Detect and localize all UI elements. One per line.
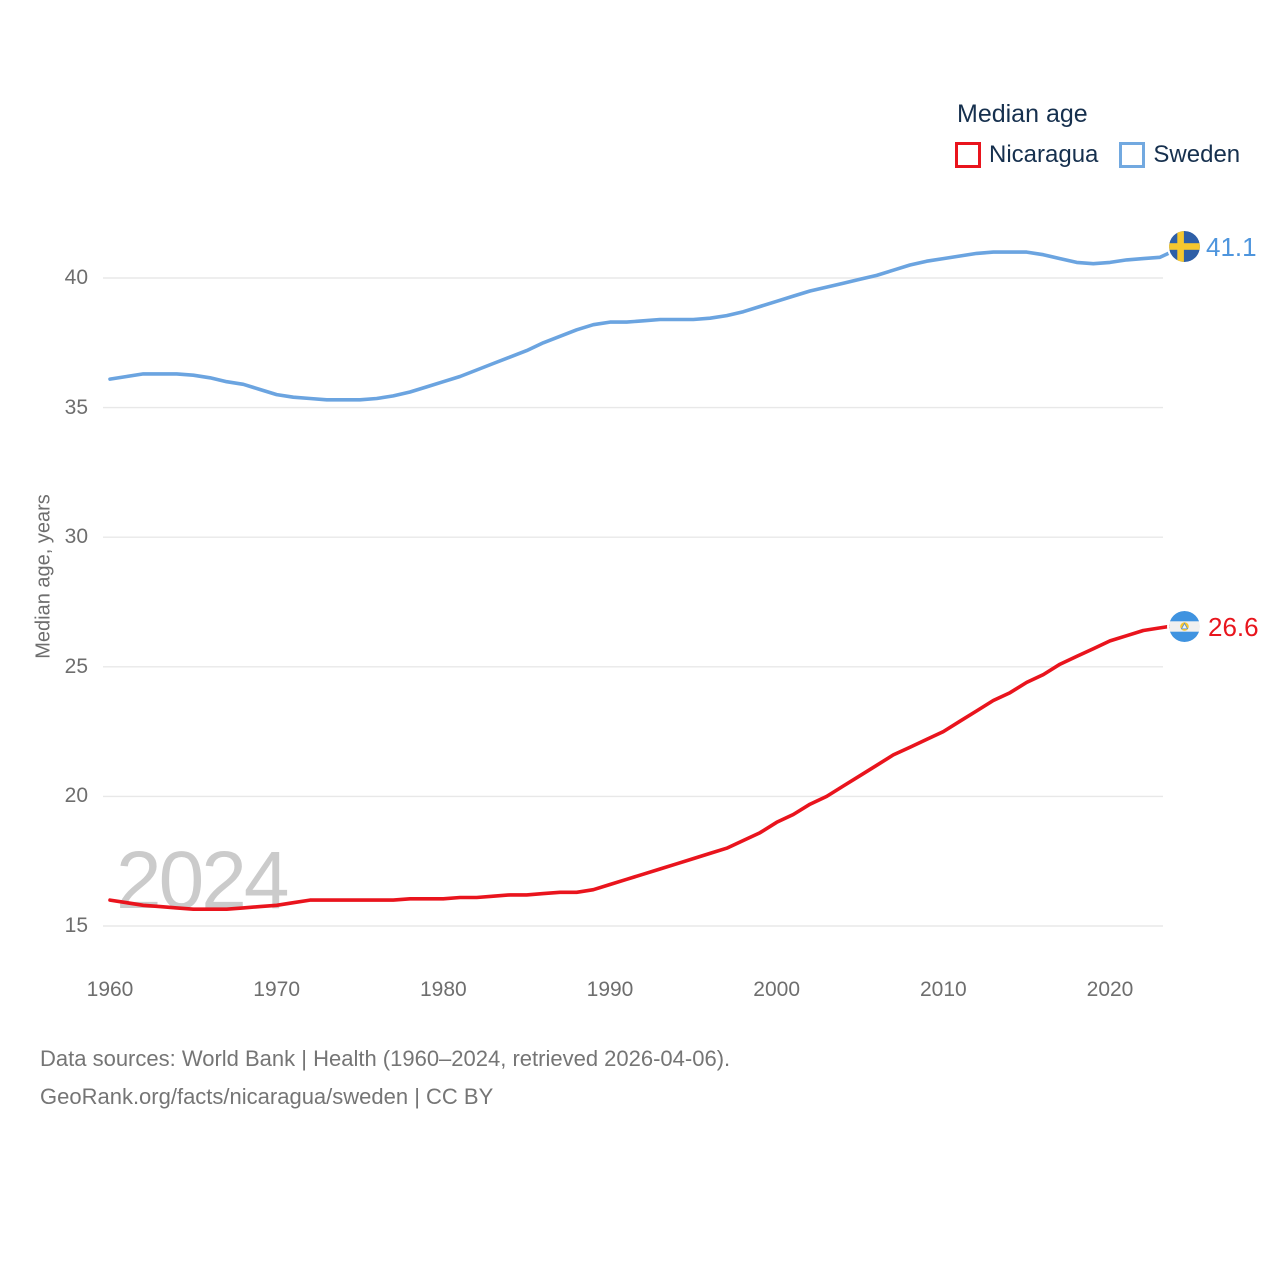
y-tick-label: 40 — [64, 266, 88, 289]
legend-title: Median age — [957, 100, 1088, 128]
x-tick-label: 1990 — [586, 978, 634, 1001]
x-tick-label: 1980 — [419, 978, 467, 1001]
nicaragua-line — [110, 625, 1177, 909]
x-tick-label: 2000 — [753, 978, 801, 1001]
data-sources-text: Data sources: World Bank | Health (1960–2024, retrieved 2026-04-06). — [40, 1046, 731, 1071]
sweden-swatch-icon — [1119, 142, 1145, 168]
legend-label: Nicaragua — [989, 141, 1099, 168]
y-axis-title: Median age, years — [32, 494, 55, 659]
y-tick-label: 35 — [64, 395, 88, 419]
nicaragua-end-value: 26.6 — [1208, 612, 1259, 642]
legend — [955, 142, 1240, 168]
nicaragua-swatch-icon — [955, 142, 981, 168]
y-tick-label: 15 — [64, 914, 88, 937]
y-tick-label: 20 — [64, 784, 88, 808]
x-tick-label: 1970 — [253, 978, 301, 1001]
nicaragua-flag-icon — [1169, 611, 1200, 642]
sweden-line — [110, 250, 1177, 400]
y-tick-label: 25 — [64, 654, 88, 678]
attribution-text: GeoRank.org/facts/nicaragua/sweden | CC BY — [40, 1084, 494, 1109]
year-watermark: 2024 — [116, 835, 287, 926]
legend-item-sweden[interactable] — [1119, 142, 1240, 168]
sweden-end-value: 41.1 — [1206, 232, 1257, 262]
x-tick-label: 2010 — [919, 978, 967, 1001]
x-tick-label: 1960 — [86, 978, 134, 1001]
y-tick-label: 30 — [64, 525, 88, 549]
sweden-flag-icon — [1169, 231, 1200, 262]
legend-item-nicaragua[interactable] — [955, 142, 1098, 168]
legend-label: Sweden — [1153, 141, 1241, 168]
x-tick-label: 2020 — [1086, 978, 1134, 1001]
